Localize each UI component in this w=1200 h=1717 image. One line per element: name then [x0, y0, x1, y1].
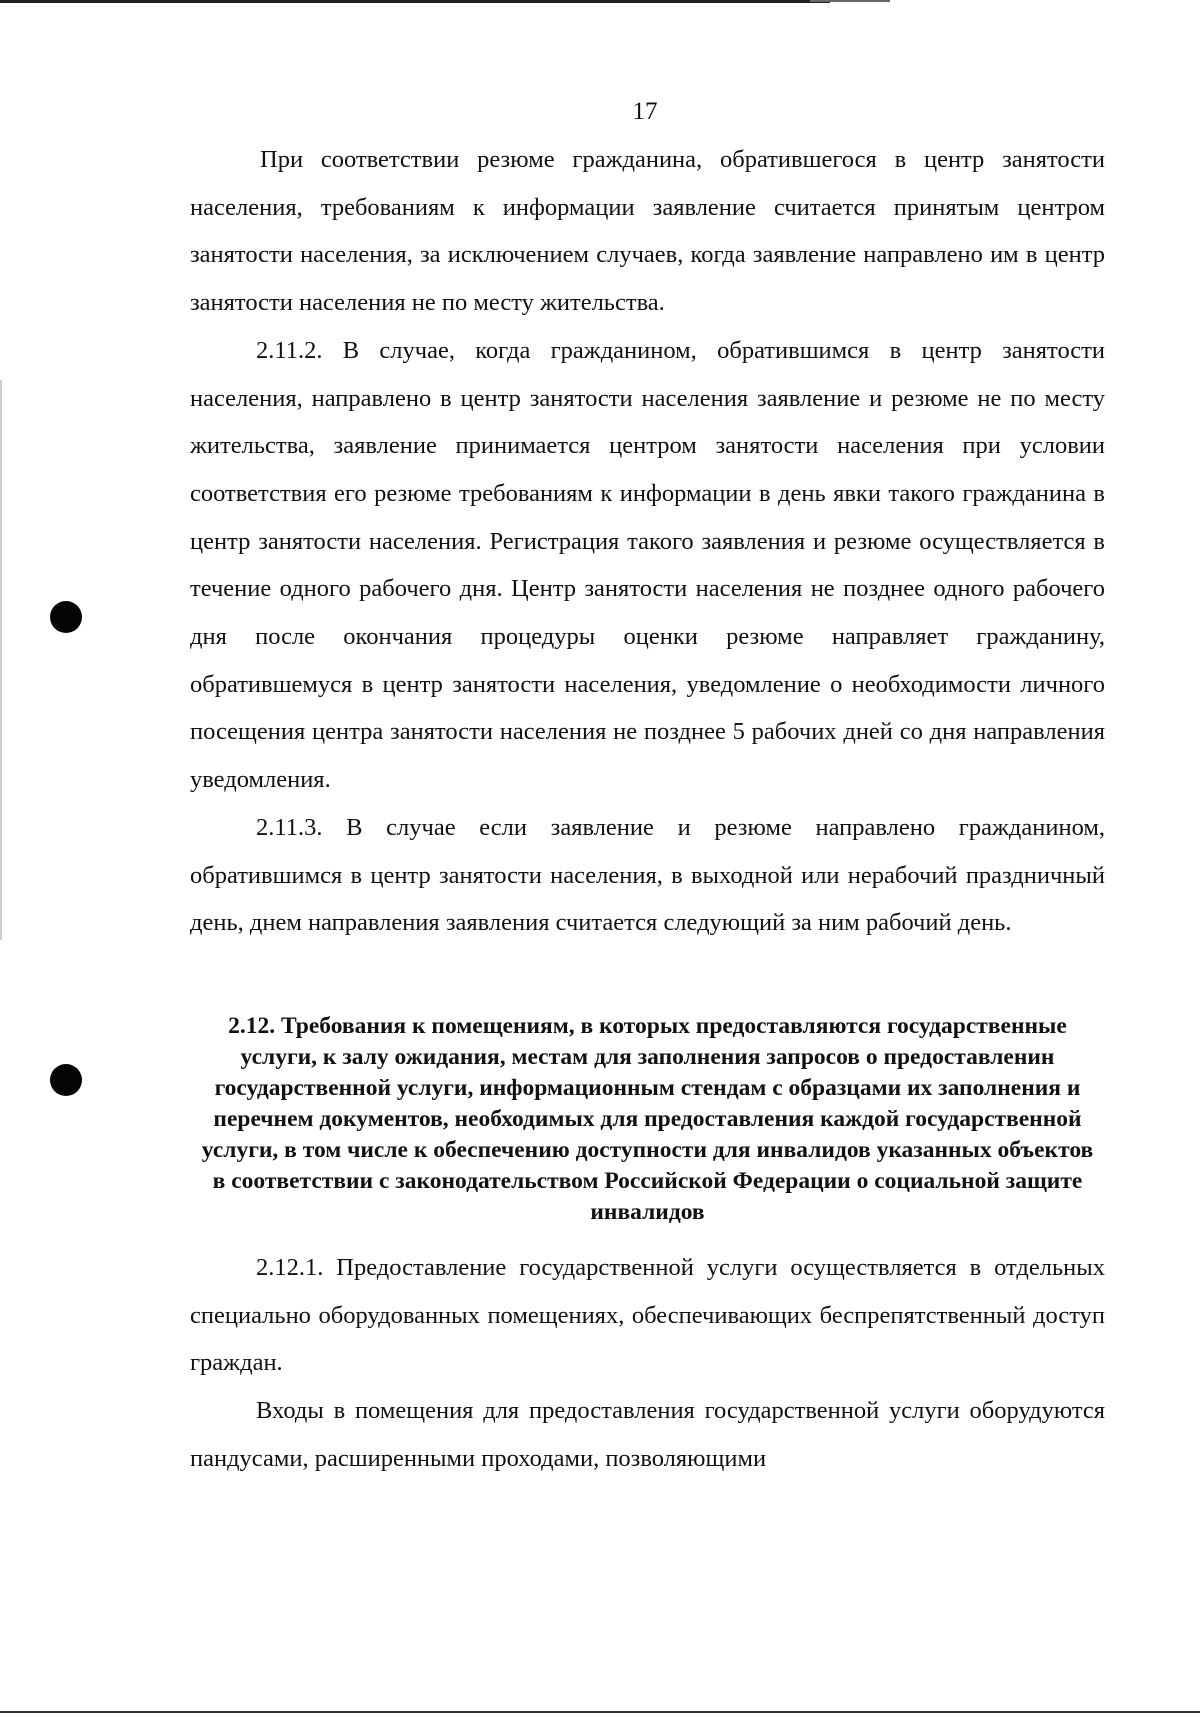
section-heading-2-12: 2.12. Требования к помещениям, в которых предоставляются государственные услуги, к залу ожидания, местам для заполнения запросов о предоставленин государственной услуги, информационным стендам с образцами их заполнения и перечнем документов, необходимых для предоставления каждой государственной услуги, в том числе к обеспечению доступности для инвалидов указанных объектов в соответствии с законодательством Российской Федерации о социальной защите инвалидов: [201, 1012, 1094, 1225]
paragraph-resume-acceptance: При соответствии резюме гражданина, обратившегося в центр занятости населения, требованиям к информации заявление считается принятым центром занятости населения, за исключением случаев, когда заявление направлено им в центр занятости населения не по месту жительства.: [190, 146, 1105, 317]
paragraph-2-11-3: 2.11.3. В случае если заявление и резюме направлено гражданином, обратившимся в центр занятости населения, в выходной или нерабочий праздничный день, днем направления заявления считается следующий за ним рабочий день.: [190, 813, 1105, 937]
document-body: [190, 136, 1105, 1482]
heading-spacer: [190, 1228, 1105, 1244]
scan-top-edge-line: [0, 0, 830, 3]
punch-hole-upper: [50, 601, 82, 633]
punch-hole-lower: [50, 1064, 82, 1096]
paragraph-2-12-1: 2.12.1. Предоставление государственной услуги осуществляется в отдельных специально оборудованных помещениях, обеспечивающих беспрепятственный доступ граждан.: [190, 1253, 1105, 1377]
scan-bottom-edge-line: [0, 1711, 1200, 1713]
paragraph-entrances: Входы в помещения для предоставления государственной услуги оборудуются пандусами, расширенными проходами, позволяющими: [190, 1397, 1105, 1472]
page-number: 17: [632, 98, 658, 125]
scan-top-edge-line-fragment: [810, 0, 890, 2]
paragraph-2-11-2: 2.11.2. В случае, когда гражданином, обратившимся в центр занятости населения, направлено в центр занятости населения заявление и резюме не по месту жительства, заявление принимается центром занятости населения при условии соответствия его резюме требованиям к информации в день явки такого гражданина в центр занятости населения. Регистрация такого заявления и резюме осуществляется в течение одного рабочего дня. Центр занятости населения не позднее одного рабочего дня после окончания процедуры оценки резюме направляет гражданину, обратившемуся в центр занятости населения, уведомление о необходимости личного посещения центра занятости населения не позднее 5 рабочих дней со дня направления уведомления.: [190, 336, 1105, 794]
scan-left-edge-shadow: [0, 380, 2, 940]
